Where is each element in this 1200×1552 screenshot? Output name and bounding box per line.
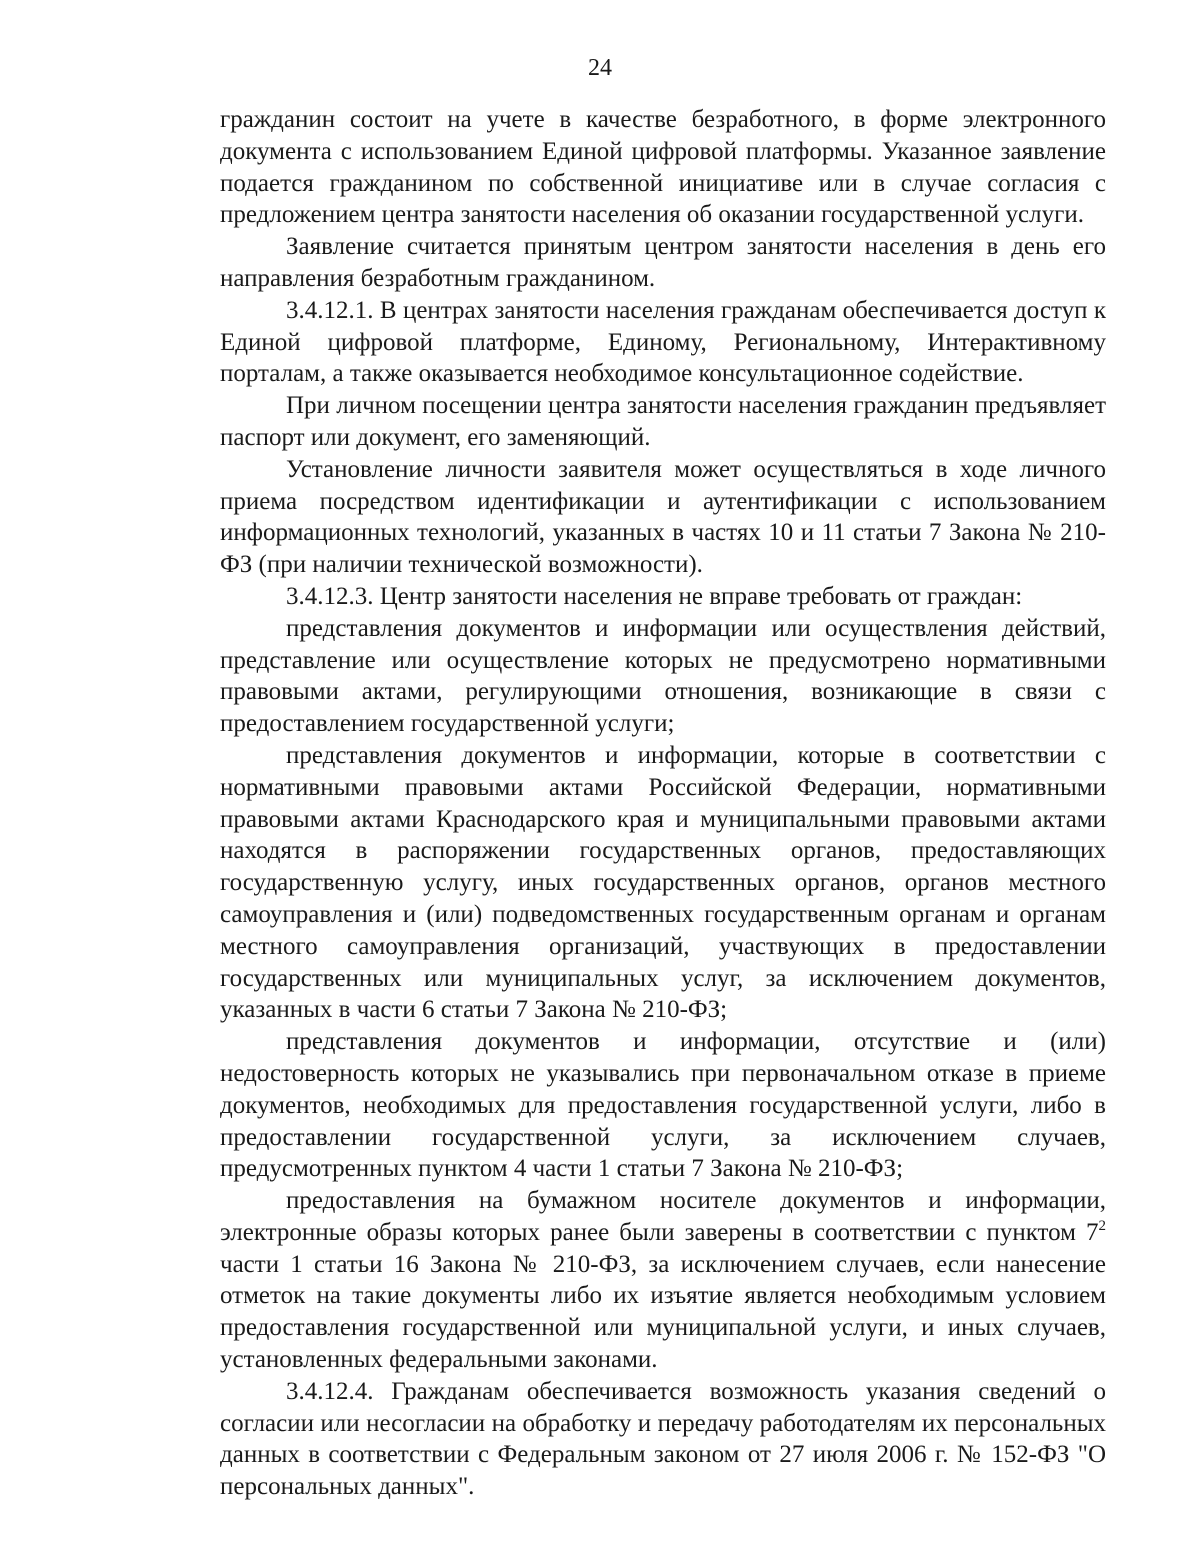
paragraph xyxy=(220,1185,1106,1376)
paragraph: При личном посещении центра занятости населения гражданин предъявляет паспорт или документ, его заменяющий. xyxy=(220,392,1106,451)
superscript: 2 xyxy=(1098,1217,1106,1234)
paragraph: 3.4.12.1. В центрах занятости населения гражданам обеспечивается доступ к Единой цифровой платформе, Единому, Региональному, Интерактивному порталам, а также оказывается необходимое консультационное содействие. xyxy=(220,296,1106,388)
document-body xyxy=(220,104,1106,1503)
paragraph: представления документов и информации, которые в соответствии с нормативными правовыми актами Российской Федерации, нормативными правовыми актами Краснодарского края и муниципальными правовыми актами находятся в распоряжении государственных органов, предоставляющих государственную услугу, иных государственных органов, органов местного самоуправления и (или) подведомственных государственным органам и органам местного самоуправления организаций, участвующих в предоставлении государственных или муниципальных услуг, за исключением документов, указанных в части 6 статьи 7 Закона № 210-ФЗ; xyxy=(220,741,1106,1024)
page-number: 24 xyxy=(588,55,612,81)
paragraph: представления документов и информации, отсутствие и (или) недостоверность которых не указывались при первоначальном отказе в приеме документов, необходимых для предоставления государственной услуги, либо в предоставлении государственной услуги, за исключением случаев, предусмотренных пунктом 4 части 1 статьи 7 Закона № 210-ФЗ; xyxy=(220,1028,1106,1183)
paragraph: представления документов и информации или осуществления действий, представление или осуществление которых не предусмотрено нормативными правовыми актами, регулирующими отношения, возникающие в связи с предоставлением государственной услуги; xyxy=(220,614,1106,738)
paragraph: гражданин состоит на учете в качестве безработного, в форме электронного документа с использованием Единой цифровой платформы. Указанное заявление подается гражданином по собственной инициативе или в случае согласия с предложением центра занятости населения об оказании государственной услуги. xyxy=(220,106,1106,229)
paragraph: 3.4.12.3. Центр занятости населения не вправе требовать от граждан: xyxy=(286,582,1023,610)
paragraph-text: предоставления на бумажном носителе документов и информации, электронные образы которых ранее были заверены в соответствии с пунктом 7 xyxy=(220,1187,1106,1246)
paragraph: 3.4.12.4. Гражданам обеспечивается возможность указания сведений о согласии или несогласии на обработку и передачу работодателям их персональных данных в соответствии с Федеральным законом от 27 июля 2006 г. № 152-ФЗ "О персональных данных". xyxy=(220,1377,1106,1501)
paragraph-text: части 1 статьи 16 Закона № 210-ФЗ, за исключением случаев, если нанесение отметок на такие документы либо их изъятие является необходимым условием предоставления государственной или муниципальной услуги, и иных случаев, установленных федеральными законами. xyxy=(220,1250,1106,1374)
paragraph: Установление личности заявителя может осуществляться в ходе личного приема посредством идентификации и аутентификации с использованием информационных технологий, указанных в частях 10 и 11 статьи 7 Закона № 210-ФЗ (при наличии технической возможности). xyxy=(220,455,1106,579)
paragraph: Заявление считается принятым центром занятости населения в день его направления безработным гражданином. xyxy=(220,233,1106,292)
